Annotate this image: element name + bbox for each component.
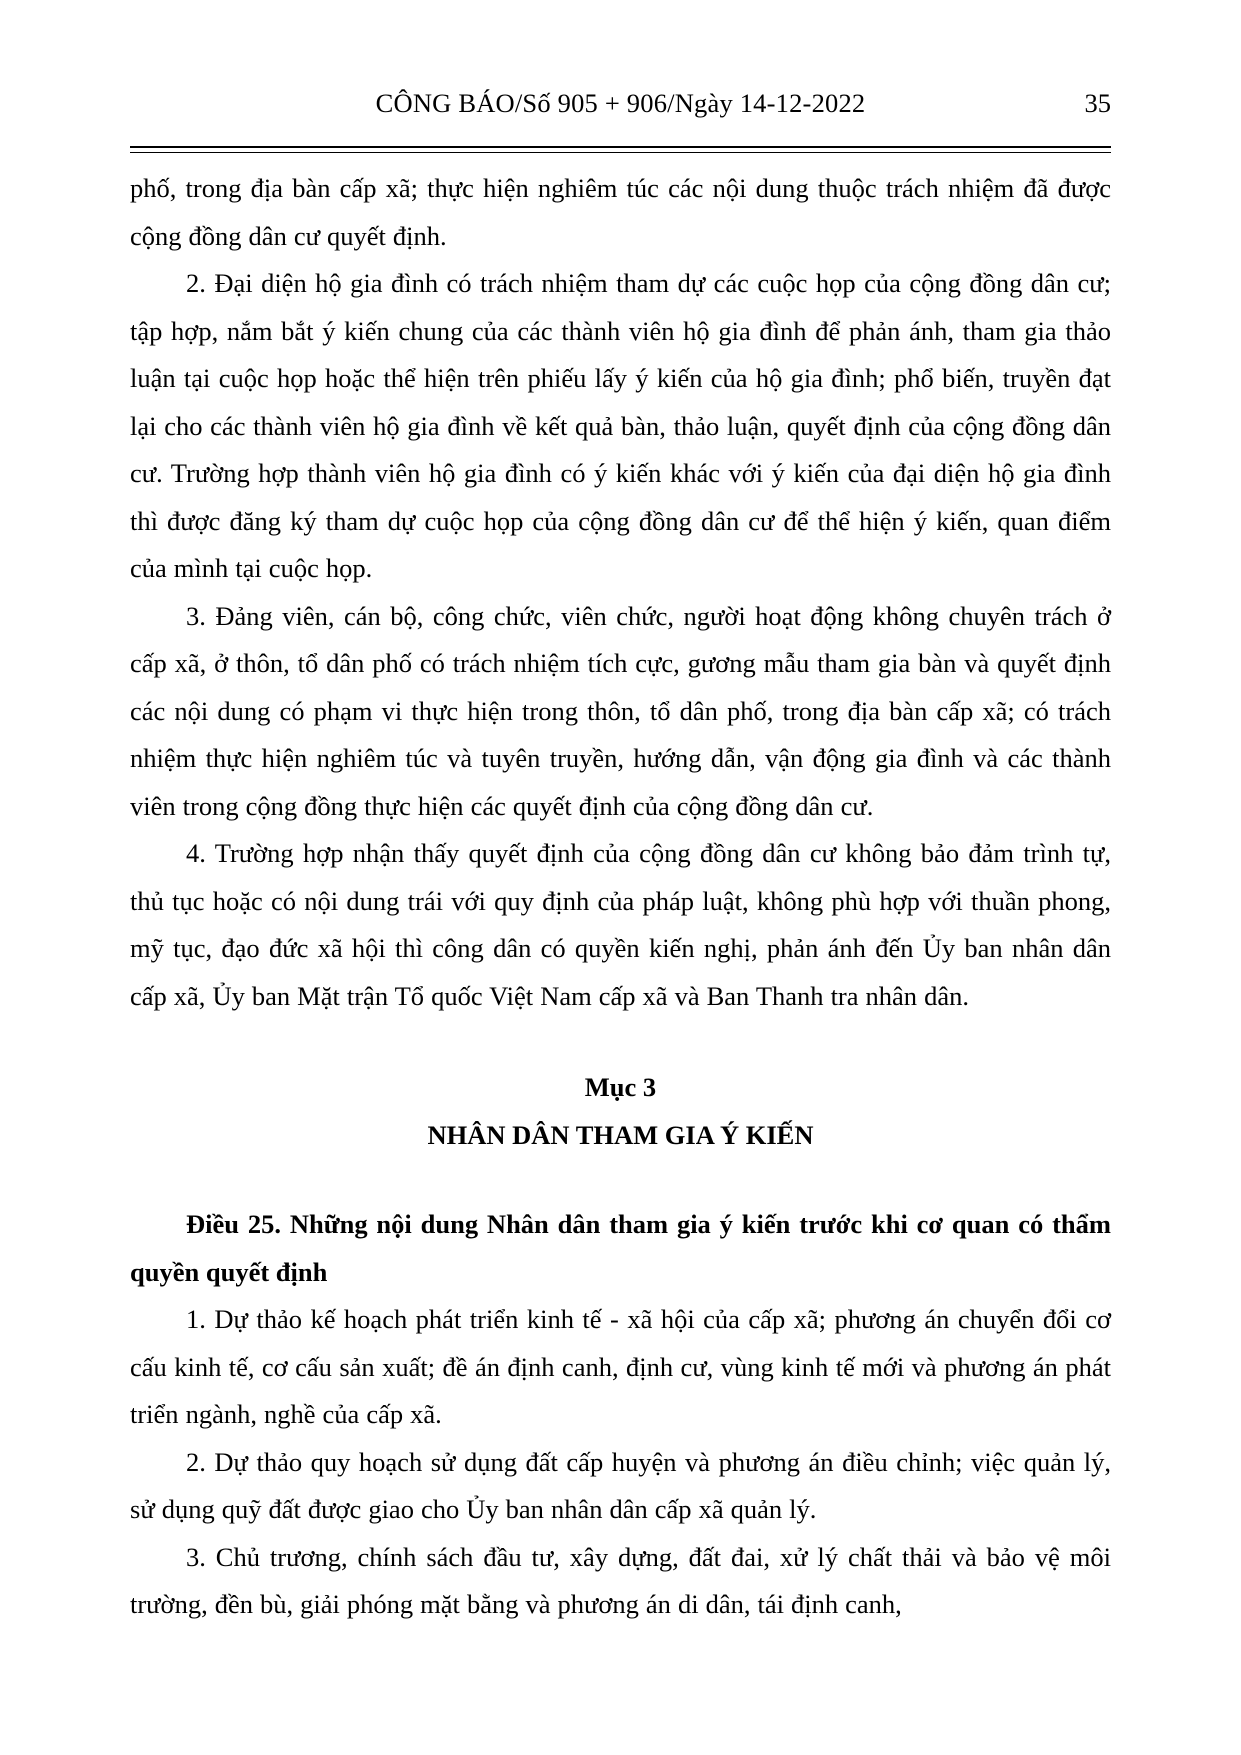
header-double-rule — [130, 146, 1111, 153]
gazette-header-title: CÔNG BÁO/Số 905 + 906/Ngày 14-12-2022 — [375, 88, 866, 118]
document-body — [130, 153, 1111, 1629]
section-title: NHÂN DÂN THAM GIA Ý KIẾN — [427, 1119, 814, 1150]
paragraph-continued: phố, trong địa bàn cấp xã; thực hiện nghiêm túc các nội dung thuộc trách nhiệm đã được cộng đồng dân cư quyết định. — [130, 173, 1111, 251]
article-item-2: 2. Dự thảo quy hoạch sử dụng đất cấp huyện và phương án điều chỉnh; việc quản lý, sử dụng quỹ đất được giao cho Ủy ban nhân dân cấp xã quản lý. — [130, 1446, 1111, 1524]
page-number: 35 — [1084, 88, 1111, 118]
paragraph-item-4: 4. Trường hợp nhận thấy quyết định của cộng đồng dân cư không bảo đảm trình tự, thủ tục hoặc có nội dung trái với quy định của pháp luật, không phù hợp với thuần phong, mỹ tục, đạo đức xã hội thì công dân có quyền kiến nghị, phản ánh đến Ủy ban nhân dân cấp xã, Ủy ban Mặt trận Tổ quốc Việt Nam cấp xã và Ban Thanh tra nhân dân. — [130, 838, 1111, 1011]
article-item-1: 1. Dự thảo kế hoạch phát triển kinh tế - xã hội của cấp xã; phương án chuyển đổi cơ cấu kinh tế, cơ cấu sản xuất; đề án định canh, định cư, vùng kinh tế mới và phương án phát triển ngành, nghề của cấp xã. — [130, 1304, 1111, 1429]
paragraph-item-2: 2. Đại diện hộ gia đình có trách nhiệm tham dự các cuộc họp của cộng đồng dân cư; tập hợp, nắm bắt ý kiến chung của các thành viên hộ gia đình để phản ánh, tham gia thảo luận tại cuộc họp hoặc thể hiện trên phiếu lấy ý kiến của hộ gia đình; phổ biến, truyền đạt lại cho các thành viên hộ gia đình về kết quả bàn, thảo luận, quyết định của cộng đồng dân cư. Trường hợp thành viên hộ gia đình có ý kiến khác với ý kiến của đại diện hộ gia đình thì được đăng ký tham dự cuộc họp của cộng đồng dân cư để thể hiện ý kiến, quan điểm của mình tại cuộc họp. — [130, 268, 1111, 583]
article-item-3: 3. Chủ trương, chính sách đầu tư, xây dựng, đất đai, xử lý chất thải và bảo vệ môi trường, đền bù, giải phóng mặt bằng và phương án di dân, tái định canh, — [130, 1541, 1111, 1619]
page-header — [130, 0, 1111, 134]
paragraph-item-3: 3. Đảng viên, cán bộ, công chức, viên chức, người hoạt động không chuyên trách ở cấp xã, ở thôn, tổ dân phố có trách nhiệm tích cực, gương mẫu tham gia bàn và quyết định các nội dung có phạm vi thực hiện trong thôn, tổ dân phố, trong địa bàn cấp xã; có trách nhiệm thực hiện nghiêm túc và tuyên truyền, hướng dẫn, vận động gia đình và các thành viên trong cộng đồng thực hiện các quyết định của cộng đồng dân cư. — [130, 600, 1111, 821]
article-25-heading: Điều 25. Những nội dung Nhân dân tham gia ý kiến trước khi cơ quan có thẩm quyền quyết định — [130, 1209, 1111, 1287]
section-label: Mục 3 — [584, 1072, 657, 1102]
section-heading-block — [130, 1064, 1111, 1159]
